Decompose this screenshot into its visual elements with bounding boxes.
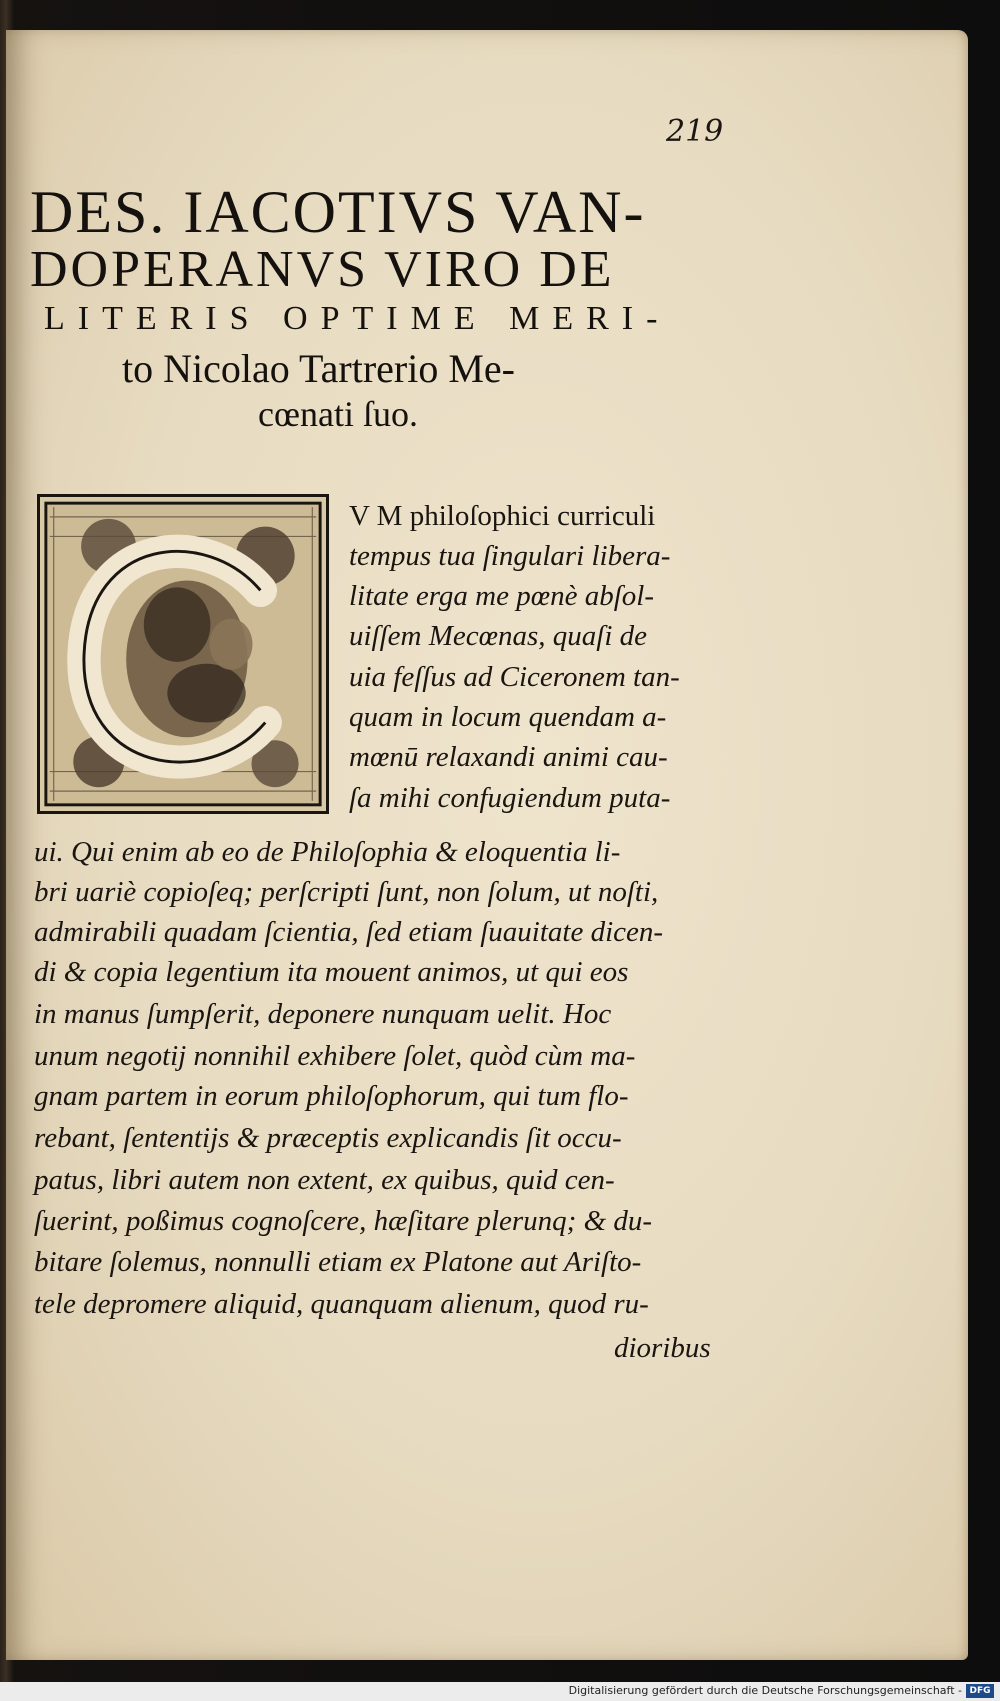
body-line-9: ui. Qui enim ab eo de Philoſophia & eloquentia li- (34, 836, 621, 868)
title-line-1: DES. IACOTIVS VAN- (30, 179, 646, 245)
body-line-7: mœnū relaxandi animi cau- (349, 741, 668, 773)
page-number: 219 (666, 114, 724, 149)
body-line-10: bri uariè copioſeq; perſcripti ſunt, non ſolum, ut noſti, (34, 876, 659, 908)
body-line-12: di & copia legentium ita mouent animos, ut qui eos (34, 956, 629, 988)
body-line-14: unum negotij nonnihil exhibere ſolet, quòd cùm ma- (34, 1040, 636, 1072)
body-line-2: tempus tua ſingulari libera- (349, 540, 671, 572)
body-line-5: uia feſſus ad Ciceronem tan- (349, 661, 680, 693)
body-line-19: bitare ſolemus, nonnulli etiam ex Platone aut Ariſto- (34, 1246, 642, 1278)
catchword: dioribus (614, 1332, 711, 1364)
title-line-4: to Nicolao Tartrerio Me- (122, 346, 515, 391)
title-line-5: cœnati ſuo. (258, 394, 418, 434)
title-line-2: DOPERANVS VIRO DE (30, 241, 615, 298)
body-line-1: V M philoſophici curriculi (349, 500, 656, 532)
body-line-4: uiſſem Mecœnas, quaſi de (349, 620, 648, 652)
body-line-13: in manus ſumpſerit, deponere nunquam uelit. Hoc (34, 998, 612, 1030)
body-line-11: admirabili quadam ſcientia, ſed etiam ſuauitate dicen- (34, 916, 664, 948)
body-line-15: gnam partem in eorum philoſophorum, qui tum flo- (34, 1080, 629, 1112)
title-line-3: LITERIS OPTIME MERI- (44, 300, 671, 337)
footer-credit: Digitalisierung gefördert durch die Deutsche Forschungsgemeinschaft - (568, 1684, 962, 1697)
decorated-initial-c-icon (37, 494, 329, 814)
body-line-18: ſuerint, poßimus cognoſcere, hæſitare plerunq; & du- (34, 1205, 653, 1237)
body-line-6: quam in locum quendam a- (349, 701, 667, 733)
dfg-logo: DFG (966, 1684, 994, 1698)
body-line-20: tele depromere aliquid, quanquam alienum, quod ru- (34, 1288, 649, 1320)
body-line-8: ſa mihi confugiendum puta- (349, 782, 671, 814)
body-line-17: patus, libri autem non extent, ex quibus, quid cen- (34, 1164, 615, 1196)
body-line-16: rebant, ſententijs & præceptis explicandis ſit occu- (34, 1122, 622, 1154)
body-line-3: litate erga me pœnè abſol- (349, 580, 654, 612)
